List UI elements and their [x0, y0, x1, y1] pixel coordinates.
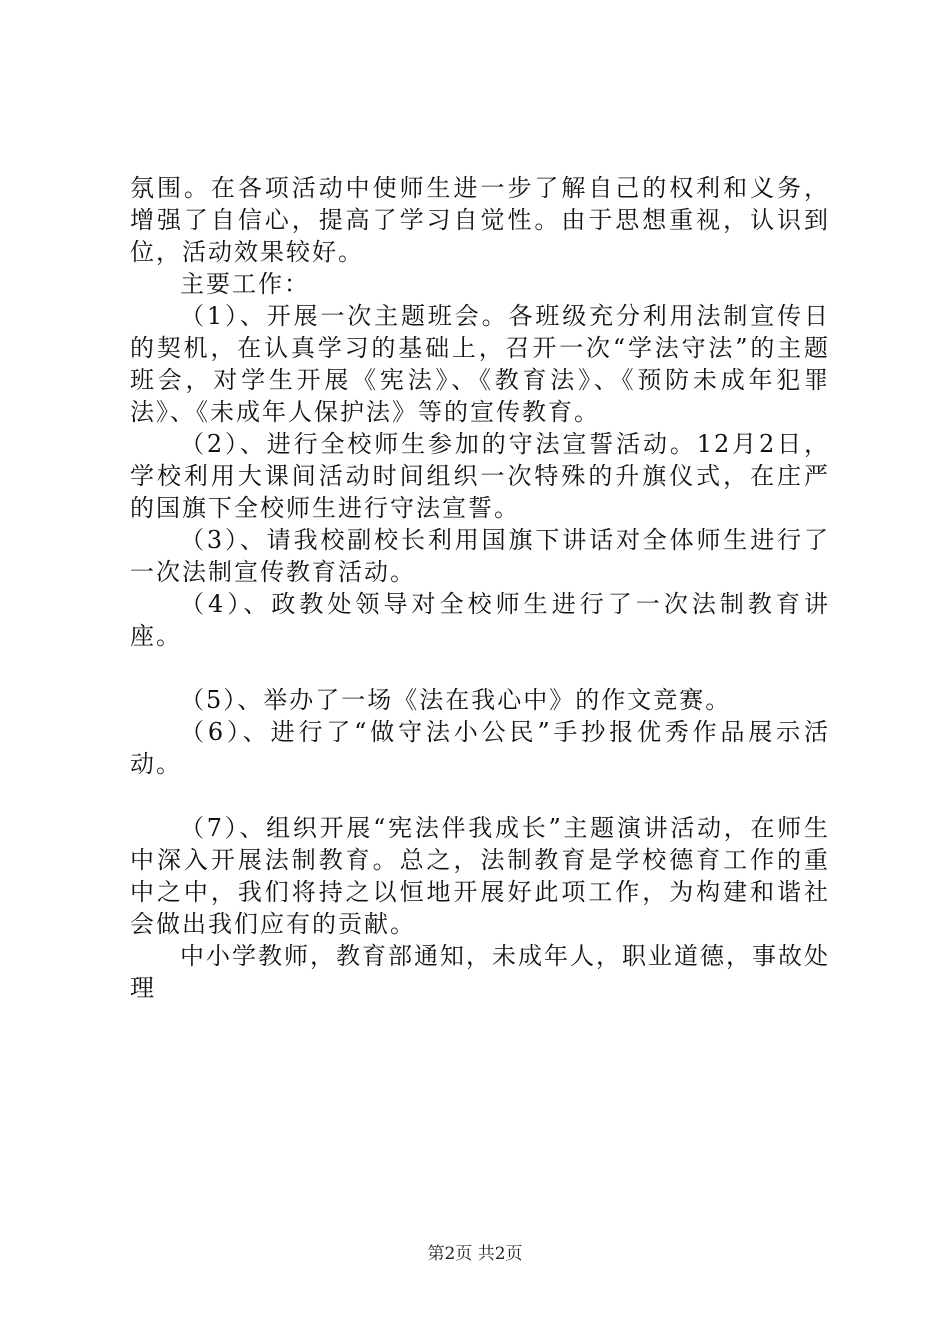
paragraph-item-6: （6）、进行了“做守法小公民”手抄报优秀作品展示活动。: [130, 718, 830, 778]
keywords-line: 中小学教师，教育部通知，未成年人，职业道德，事故处理: [130, 942, 830, 1002]
section-heading-main-work: 主要工作：: [180, 270, 310, 298]
document-body: [130, 172, 830, 1004]
paragraph-item-5: （5）、举办了一场《法在我心中》的作文竞赛。: [180, 686, 732, 714]
paragraph-item-1: （1）、开展一次主题班会。各班级充分利用法制宣传日的契机，在认真学习的基础上，召开一次“学法守法”的主题班会，对学生开展《宪法》、《教育法》、《预防未成年犯罪法》、《未成年人保护法》等的宣传教育。: [130, 302, 830, 426]
page-number-footer: 第2页 共2页: [427, 1244, 523, 1264]
paragraph-item-2: （2）、进行全校师生参加的守法宣誓活动。12月2日，学校利用大课间活动时间组织一次特殊的升旗仪式，在庄严的国旗下全校师生进行守法宣誓。: [130, 430, 830, 522]
paragraph-item-3: （3）、请我校副校长利用国旗下讲话对全体师生进行了一次法制宣传教育活动。: [130, 526, 830, 586]
paragraph-continuation: 氛围。在各项活动中使师生进一步了解自己的权利和义务，增强了自信心，提高了学习自觉性。由于思想重视，认识到位，活动效果较好。: [130, 174, 830, 266]
paragraph-item-7: （7）、组织开展“宪法伴我成长”主题演讲活动，在师生中深入开展法制教育。总之，法制教育是学校德育工作的重中之中，我们将持之以恒地开展好此项工作，为构建和谐社会做出我们应有的贡献。: [130, 814, 830, 938]
paragraph-item-4: （4）、政教处领导对全校师生进行了一次法制教育讲座。: [130, 590, 830, 650]
